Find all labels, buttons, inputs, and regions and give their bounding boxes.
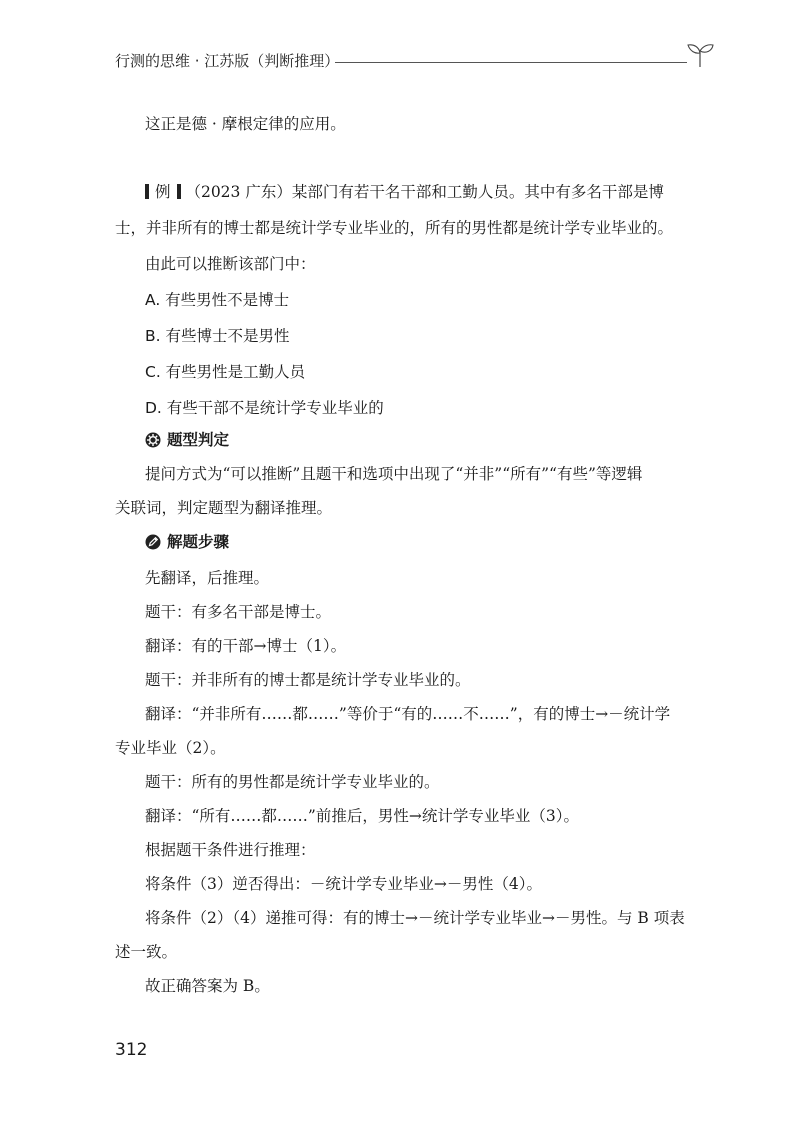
type-line-2: 关联词，判定题型为翻译推理。 [115, 499, 333, 517]
step-line: 题干：有多名干部是博士。 [145, 603, 332, 621]
sprout-icon [685, 42, 715, 68]
pen-icon [145, 534, 161, 550]
header-rule [335, 62, 687, 63]
gear-icon [145, 432, 161, 448]
intro-text: 这正是德 · 摩根定律的应用。 [145, 115, 346, 133]
example-stem-line-1: （2023 广东）某部门有若干名干部和工勤人员。其中有多名干部是博 [185, 183, 664, 201]
section-title-steps [145, 530, 229, 554]
section-title-type [145, 428, 229, 452]
step-line: 翻译：“所有……都……”前推后，男性→统计学专业毕业（3）。 [145, 807, 579, 825]
example-bar-left [145, 184, 149, 199]
step-line: 翻译：“并非所有……都……”等价于“有的……不……”，有的博士→－统计学 [145, 705, 671, 723]
section-title-steps-label: 解题步骤 [167, 533, 230, 551]
running-header [115, 42, 715, 76]
type-line-1: 提问方式为“可以推断”且题干和选项中出现了“并非”“所有”“有些”等逻辑 [145, 465, 643, 483]
step-line: 先翻译，后推理。 [145, 569, 270, 587]
option-b: B. 有些博士不是男性 [145, 327, 290, 345]
example-line-1 [145, 180, 664, 204]
step-line: 翻译：有的干部→博士（1）。 [145, 637, 347, 655]
step-line: 述一致。 [115, 943, 178, 961]
example-label: 例 [155, 183, 171, 201]
option-a: A. 有些男性不是博士 [145, 291, 290, 309]
step-line: 故正确答案为 B。 [145, 977, 270, 995]
example-bar-right [177, 184, 181, 199]
option-d: D. 有些干部不是统计学专业毕业的 [145, 399, 384, 417]
option-c: C. 有些男性是工勤人员 [145, 363, 306, 381]
step-line: 根据题干条件进行推理： [145, 841, 316, 859]
step-line: 题干：并非所有的博士都是统计学专业毕业的。 [145, 671, 471, 689]
example-question: 由此可以推断该部门中： [145, 255, 316, 273]
step-line: 将条件（2）（4）递推可得：有的博士→－统计学专业毕业→－男性。与 B 项表 [145, 909, 685, 927]
section-title-type-text: 题型判定 [167, 431, 230, 449]
step-line: 题干：所有的男性都是统计学专业毕业的。 [145, 773, 440, 791]
example-stem-line-2: 士，并非所有的博士都是统计学专业毕业的，所有的男性都是统计学专业毕业的。 [115, 219, 674, 237]
page-number: 312 [115, 1040, 148, 1060]
step-line: 将条件（3）逆否得出：－统计学专业毕业→－男性（4）。 [145, 875, 542, 893]
running-header-title: 行测的思维 · 江苏版（判断推理） [115, 52, 340, 70]
step-line: 专业毕业（2）。 [115, 739, 226, 757]
